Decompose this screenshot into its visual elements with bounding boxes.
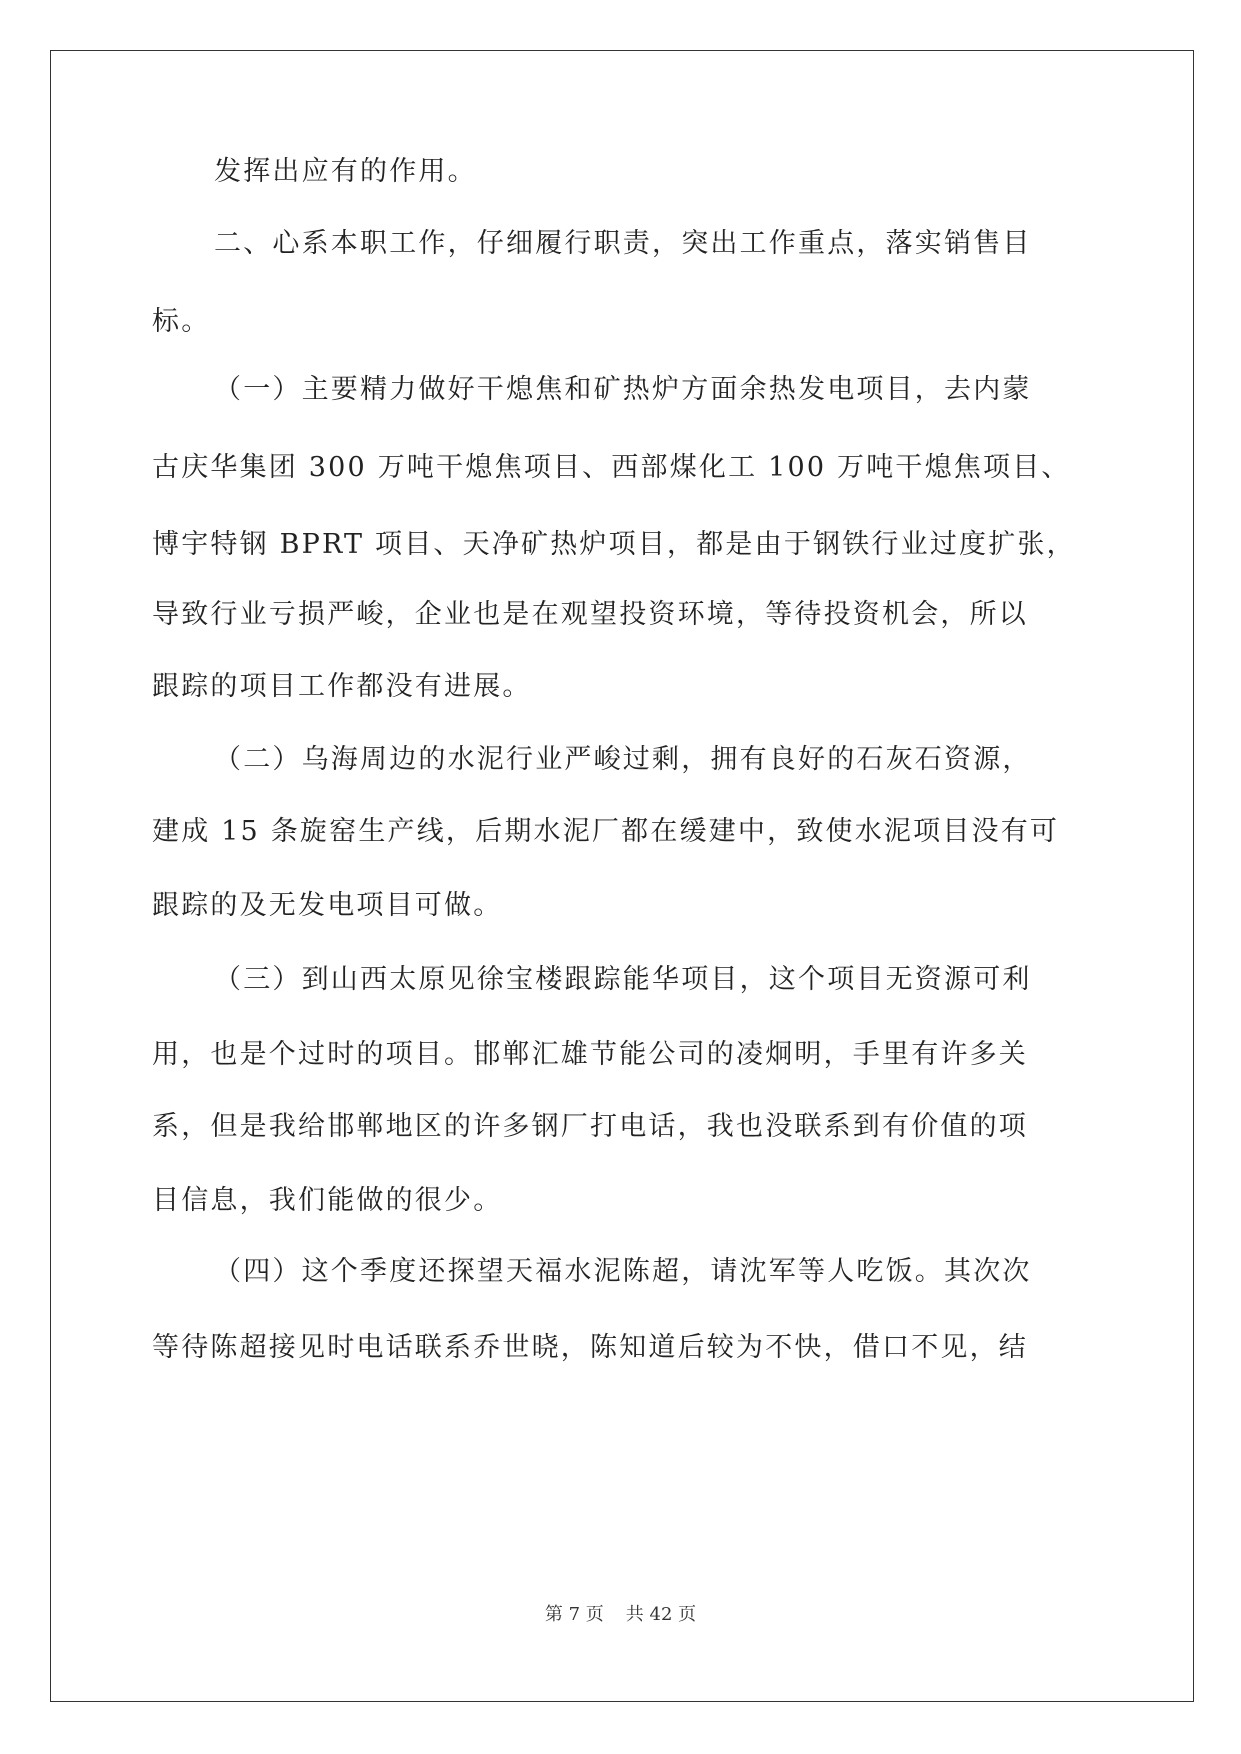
text-line-1: 发挥出应有的作用。 xyxy=(214,156,477,187)
page-total: 共 42 页 xyxy=(625,1604,697,1625)
text-line-4: （一）主要精力做好干熄焦和矿热炉方面余热发电项目，去内蒙 xyxy=(214,374,1032,405)
text-line-6: 博宇特钢 BPRT 项目、天净矿热炉项目，都是由于钢铁行业过度扩张， xyxy=(152,529,1076,560)
text-line-5: 古庆华集团 300 万吨干熄焦项目、西部煤化工 100 万吨干熄焦项目、 xyxy=(152,452,1071,483)
text-line-7: 导致行业亏损严峻，企业也是在观望投资环境，等待投资机会，所以 xyxy=(152,599,1028,630)
text-line-14: 系，但是我给邯郸地区的许多钢厂打电话，我也没联系到有价值的项 xyxy=(152,1111,1028,1142)
text-line-12: （三）到山西太原见徐宝楼跟踪能华项目，这个项目无资源可利 xyxy=(214,964,1032,995)
page-border xyxy=(50,50,1194,1702)
text-line-15: 目信息，我们能做的很少。 xyxy=(152,1185,503,1216)
text-line-9: （二）乌海周边的水泥行业严峻过剩，拥有良好的石灰石资源， xyxy=(214,744,1032,775)
text-line-13: 用，也是个过时的项目。邯郸汇雄节能公司的凌炯明，手里有许多关 xyxy=(152,1039,1028,1070)
page-number: 第 7 页 xyxy=(544,1604,604,1625)
text-line-17: 等待陈超接见时电话联系乔世晓，陈知道后较为不快，借口不见，结 xyxy=(152,1332,1028,1363)
text-line-2: 二、心系本职工作，仔细履行职责，突出工作重点，落实销售目 xyxy=(214,228,1032,259)
page-footer xyxy=(0,1600,1241,1626)
text-line-10: 建成 15 条旋窑生产线，后期水泥厂都在缓建中，致使水泥项目没有可 xyxy=(152,816,1060,847)
text-line-11: 跟踪的及无发电项目可做。 xyxy=(152,890,503,921)
text-line-3: 标。 xyxy=(152,306,211,337)
text-line-16: （四）这个季度还探望天福水泥陈超，请沈军等人吃饭。其次次 xyxy=(214,1256,1032,1287)
text-line-8: 跟踪的项目工作都没有进展。 xyxy=(152,671,532,702)
